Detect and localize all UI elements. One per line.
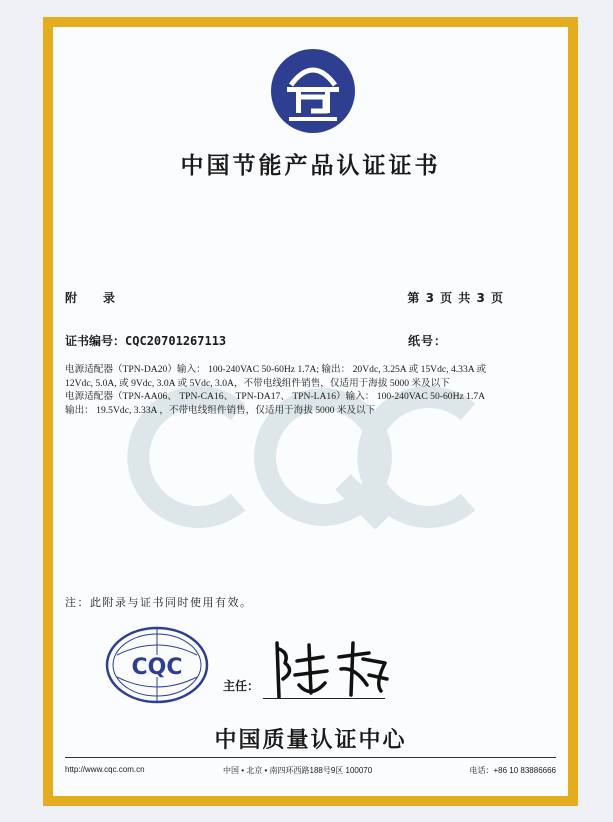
certificate-number: [65, 332, 226, 349]
paper-number-label: 纸号：: [408, 334, 448, 348]
signature-line: [263, 698, 385, 699]
certificate-border: [43, 17, 578, 806]
description-line: 电源适配器（TPN-DA20）输入： 100-240VAC 50-60Hz 1.7A; 输出： 20Vdc, 3.25A 或 15Vdc, 4.33A 或: [65, 364, 487, 375]
description-line: 12Vdc, 5.0A, 或 9Vdc, 3.0A 或 5Vdc, 3.0A，不带电线组件销售，仅适用于海拔 5000 米及以下: [65, 377, 450, 389]
validity-note: 注：此附录与证书同时使用有效。: [65, 596, 253, 609]
director-label: 主任：: [223, 679, 260, 693]
footer-address: 中国 • 北京 • 南四环西路188号9区 100070: [223, 766, 373, 775]
footer-website: http://www.cqc.com.cn: [65, 765, 145, 774]
footer-phone: 电话：+86 10 83886666: [469, 766, 556, 775]
description-line: 电源适配器（TPN-AA06、 TPN-CA16、 TPN-DA17、 TPN-LA16）输入： 100-240VAC 50-60Hz 1.7A: [65, 391, 486, 402]
page-indicator: 第 3 页 共 3 页: [407, 291, 504, 305]
product-description: [65, 363, 565, 417]
issuer-name: 中国质量认证中心: [214, 728, 407, 753]
certificate-title: 中国节能产品认证证书: [180, 153, 441, 179]
energy-conservation-logo-icon: [271, 49, 355, 133]
appendix-label-b: 录: [103, 291, 118, 305]
certificate-paper: [53, 27, 568, 796]
certificate-number-value: CQC20701267113: [125, 334, 227, 348]
cqc-seal-icon: [103, 625, 211, 705]
director-signature-icon: [271, 639, 391, 701]
seal-text: CQC: [131, 655, 183, 680]
appendix-heading: [65, 289, 117, 306]
footer-divider: [65, 757, 556, 758]
description-line: 输出： 19.5Vdc, 3.33A ，不带电线组件销售，仅适用于海拔 5000 米及以下: [65, 404, 376, 416]
appendix-label-a: 附: [65, 291, 80, 305]
certificate-number-label: 证书编号：: [65, 334, 126, 348]
